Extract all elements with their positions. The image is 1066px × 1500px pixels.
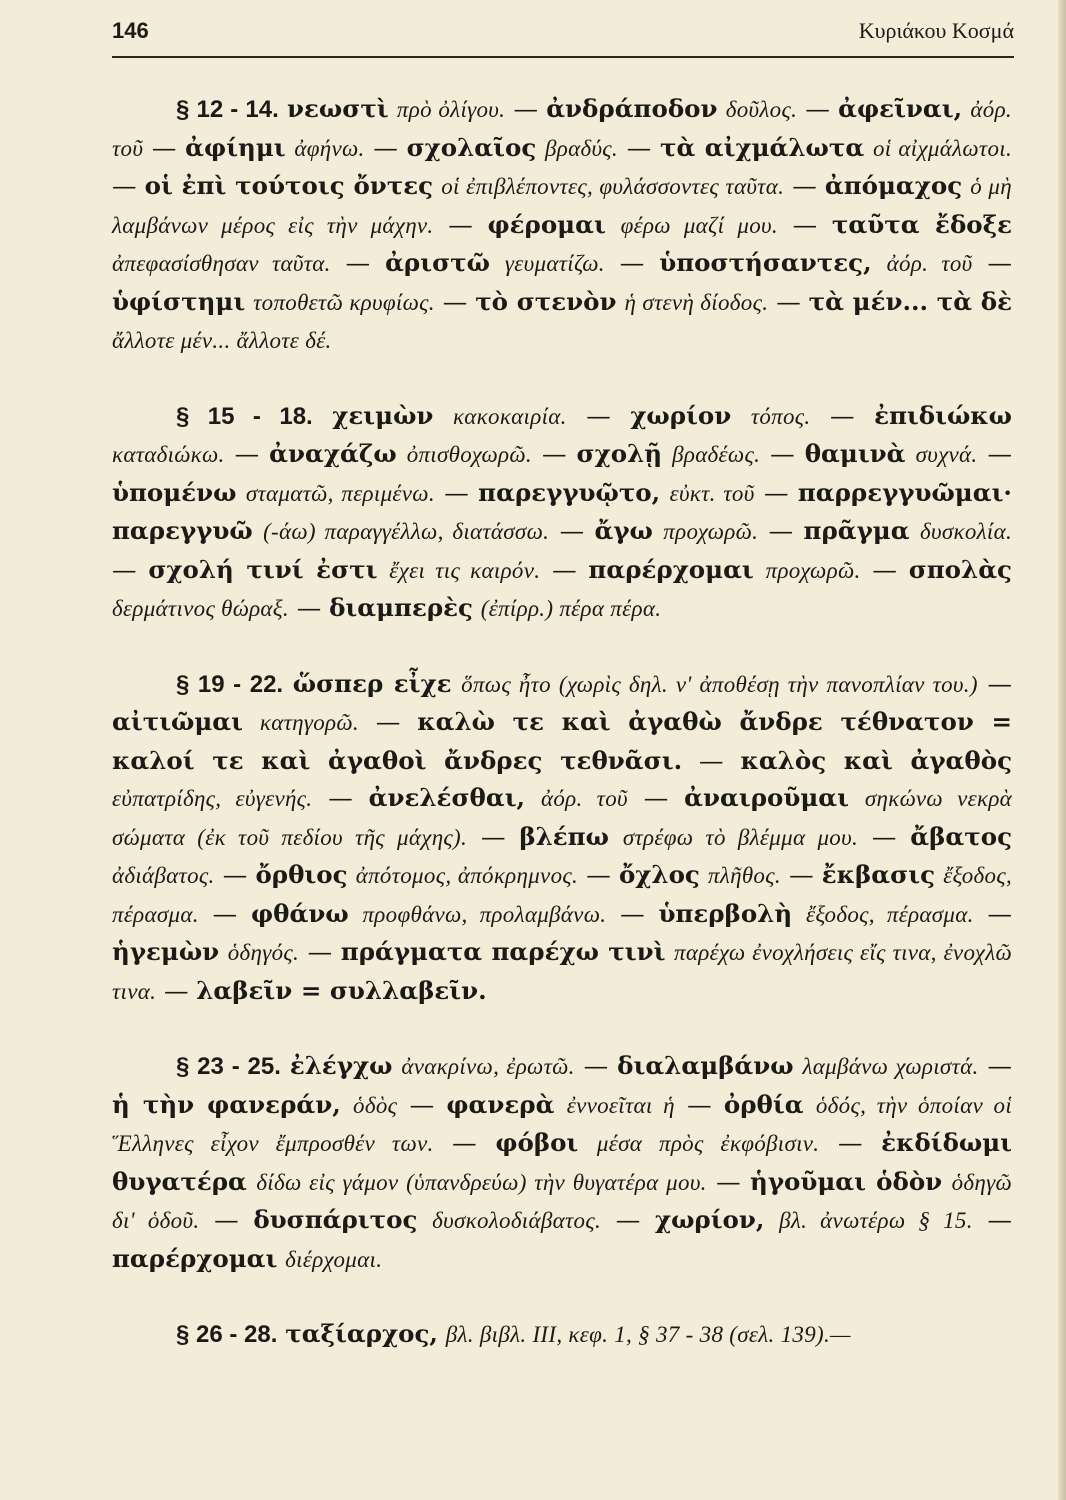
glossary-paragraph: § 23 - 25. ἐλέγχω ἀνακρίνω, ἐρωτῶ. — διαλαμβάνω λαμβάνω χωριστά. — ἡ τὴν φανεράν, ὁδὸς — φανερὰ ἐννοεῖται ἡ — ὀρθία ὁδός, τὴν ὁποίαν οἱ Ἕλληνες εἶχον ἔμπροσθέν των. — φόβοι μέσα πρὸς ἐκφόβισιν. — ἐκδίδωμι θυγατέρα δίδω εἰς γάμον (ὑπανδρεύω) τὴν θυγατέρα μου. — ἡγοῦμαι ὁδὸν ὁδηγῶ δι' ὁδοῦ. — δυσπάριτος δυσκολοδιάβατος. — χωρίον, βλ. ἀνωτέρω § 15. — παρέρχομαι διέρχομαι. (112, 1051, 1013, 1273)
gloss-term: ἀναχάζω (269, 439, 397, 468)
section-label: § 23 - 25. (176, 1053, 281, 1080)
gloss-term: παρρεγγυῶμαι· παρεγγυῶ (112, 477, 1012, 545)
gloss-term: ταῦτα ἔδοξε (831, 209, 1013, 239)
gloss-term: ἀφίημι (185, 132, 286, 162)
gloss-term: φόβοι (495, 1128, 579, 1157)
gloss-definition: εὐκτ. τοῦ (669, 480, 755, 506)
section-label: § 26 - 28. (176, 1321, 278, 1348)
gloss-definition: παρέχω ἐνοχλήσεις εἴς τινα, ἐνοχλῶ τινα. (112, 940, 1013, 1004)
gloss-term: ἀνελέσθαι, (368, 783, 526, 812)
gloss-definition: λαμβάνω χωριστά. (802, 1054, 979, 1079)
gloss-term: ὑφίστημι (112, 286, 246, 316)
gloss-definition: δυσκολία. (919, 519, 1012, 544)
section-label: § 19 - 22. (176, 670, 284, 698)
gloss-definition: ὁδὸς (353, 1092, 398, 1118)
gloss-term: δυσπάριτος (253, 1205, 418, 1234)
gloss-term: ταξίαρχος, (285, 1319, 438, 1348)
gloss-term: διαλαμβάνω (617, 1051, 794, 1080)
gloss-definition: συχνά. (915, 442, 978, 467)
gloss-definition: ἔξοδος, πέρασμα. (112, 863, 1013, 927)
gloss-term: παρέρχομαι (112, 1243, 278, 1273)
gloss-definition: ἀόρ. τοῦ (886, 251, 973, 276)
gloss-definition: δοῦλος. (725, 97, 798, 122)
gloss-term: τὰ μέν... τὰ δὲ (808, 286, 1013, 316)
glossary-paragraph: § 12 - 14. νεωστὶ πρὸ ὀλίγου. — ἀνδράποδον δοῦλος. — ἀφεῖναι, ἀόρ. τοῦ — ἀφίημι ἀφήνω. — σχολαῖος βραδύς. — τὰ αἰχμάλωτα οἱ αἰχμάλωτοι. — οἱ ἐπὶ τούτοις ὄντες οἱ ἐπιβλέποντες, φυλάσσοντες ταῦτα. — ἀπόμαχος ὁ μὴ λαμβάνων μέρος εἰς τὴν μάχην. — φέρομαι φέρω μαζί μου. — ταῦτα ἔδοξε ἀπεφασίσθησαν ταῦτα. — ἀριστῶ γευματίζω. — ὑποστήσαντες, ἀόρ. τοῦ — ὑφίστημι τοποθετῶ κρυφίως. — τὸ στενὸν ἡ στενὴ δίοδος. — τὰ μέν... τὰ δὲ ἄλλοτε μέν... ἄλλοτε δέ. (112, 94, 1013, 353)
gloss-definition: διέρχομαι. (285, 1246, 383, 1272)
section-label: § 12 - 14. (176, 96, 279, 123)
gloss-term: χωρίον, (654, 1205, 765, 1234)
gloss-term: ὥσπερ εἶχε (292, 668, 452, 698)
gloss-term: ἄβατος (910, 821, 1013, 851)
gloss-definition: ἀόρ. τοῦ (540, 786, 628, 811)
gloss-definition: ἔχει τις καιρόν. (389, 557, 541, 583)
gloss-term: καλὼ τε καὶ ἀγαθὼ ἄνδρε τέθνατον = καλοί τε καὶ ἀγαθοὶ ἄνδρες τεθνᾶσι. (112, 707, 1012, 775)
gloss-term: καλὸς καὶ ἀγαθὸς (740, 745, 1012, 775)
gloss-definition: στρέφω τὸ βλέμμα μου. (622, 824, 859, 850)
gloss-definition: προφθάνω, προλαμβάνω. (362, 901, 607, 927)
glossary-paragraph: § 19 - 22. ὥσπερ εἶχε ὅπως ἦτο (χωρὶς δηλ. ν' ἀποθέσῃ τὴν πανοπλίαν του.) — αἰτιῶμαι κατηγορῶ. — καλὼ τε καὶ ἀγαθὼ ἄνδρε τέθνατον = καλοί τε καὶ ἀγαθοὶ ἄνδρες τεθνᾶσι. — καλὸς καὶ ἀγαθὸς εὐπατρίδης, εὐγενής. — ἀνελέσθαι, ἀόρ. τοῦ — ἀναιροῦμαι σηκώνω νεκρὰ σώματα (ἐκ τοῦ πεδίου τῆς μάχης). — βλέπω στρέφω τὸ βλέμμα μου. — ἄβατος ἀδιάβατος. — ὄρθιος ἀπότομος, ἀπόκρημνος. — ὄχλος πλῆθος. — ἔκβασις ἔξοδος, πέρασμα. — φθάνω προφθάνω, προλαμβάνω. — ὑπερβολὴ ἔξοδος, πέρασμα. — ἡγεμὼν ὁδηγός. — πράγματα παρέχω τινὶ παρέχω ἐνοχλήσεις εἴς τινα, ἐνοχλῶ τινα. — λαβεῖν = συλλαβεῖν. (112, 668, 1013, 1005)
glossary-paragraph: § 15 - 18. χειμὼν κακοκαιρία. — χωρίον τόπος. — ἐπιδιώκω καταδιώκω. — ἀναχάζω ὀπισθοχωρῶ. — σχολῇ βραδέως. — θαμινὰ συχνά. — ὑπομένω σταματῶ, περιμένω. — παρεγγυῷτο, εὐκτ. τοῦ — παρρεγγυῶμαι· παρεγγυῶ (-άω) παραγγέλλω, διατάσσω. — ἄγω προχωρῶ. — πρᾶγμα δυσκολία. — σχολή τινί ἐστι ἔχει τις καιρόν. — παρέρχομαι προχωρῶ. — σπολὰς δερμάτινος θώραξ. — διαμπερὲς (ἐπίρρ.) πέρα πέρα. (112, 400, 1012, 622)
gloss-term: παρέρχομαι (588, 554, 754, 584)
gloss-definition: ὀπισθοχωρῶ. (406, 442, 532, 467)
gloss-term: οἱ ἐπὶ τούτοις ὄντες (144, 171, 434, 200)
gloss-term: ὄχλος (618, 860, 700, 889)
gloss-term: ἐπιδιώκω (874, 400, 1012, 430)
gloss-definition: ἀδιάβατος. (112, 863, 215, 888)
gloss-definition: δυσκολοδιάβατος. (432, 1208, 602, 1233)
gloss-definition: βραδέως. (672, 442, 761, 467)
gloss-term: αἰτιῶμαι (112, 707, 244, 736)
gloss-term: ἔκβασις (821, 860, 935, 889)
gloss-term: χειμὼν (332, 400, 434, 430)
gloss-definition: μέσα πρὸς ἐκφόβισιν. (596, 1131, 820, 1156)
gloss-definition: ἀνακρίνω, ἐρωτῶ. (401, 1054, 575, 1079)
running-title: Κυριάκου Κοσμά (858, 18, 1014, 43)
gloss-definition: (ἐπίρρ.) πέρα πέρα. (480, 596, 662, 621)
gloss-definition: οἱ αἰχμάλωτοι. (872, 135, 1013, 161)
gloss-term: ὑποστήσαντες, (659, 248, 872, 277)
header-rule (112, 56, 1014, 58)
running-head (112, 18, 1014, 44)
gloss-definition: σταματῶ, περιμένω. (245, 480, 435, 506)
gloss-term: ἡγοῦμαι ὁδὸν (750, 1166, 943, 1196)
gloss-definition: ἀόρ. τοῦ (112, 97, 1012, 161)
gloss-term: ἀνδράποδον (546, 94, 718, 123)
gloss-term: νεωστὶ (287, 94, 389, 123)
gloss-definition: βλ. ἀνωτέρω § 15. (779, 1208, 973, 1233)
gloss-definition: προχωρῶ. (663, 519, 759, 544)
gloss-definition: ὁδός, τὴν ὁποίαν οἱ Ἕλληνες εἶχον ἔμπροσθέν των. (112, 1092, 1013, 1156)
gloss-term: σχολαῖος (406, 132, 537, 162)
gloss-term: ὀρθία (723, 1089, 804, 1119)
gloss-definition: ἡ στενὴ δίοδος. (624, 289, 769, 315)
glossary-paragraph (112, 1315, 1012, 1354)
gloss-term: τὰ αἰχμάλωτα (659, 132, 865, 162)
gloss-term: πράγματα παρέχω τινὶ (340, 937, 666, 966)
gloss-definition: φέρω μαζί μου. (620, 212, 778, 238)
gloss-definition: πρὸ ὀλίγου. (396, 97, 506, 122)
gloss-term: ἐκδίδωμι θυγατέρα (112, 1128, 1013, 1196)
gloss-definition: (-άω) παραγγέλλω, διατάσσω. (263, 519, 550, 544)
gloss-definition: τοποθετῶ κρυφίως. (253, 289, 435, 315)
gloss-term: βλέπω (519, 821, 609, 851)
gloss-term: σχολῇ (576, 439, 663, 468)
gloss-definition: προχωρῶ. (765, 557, 861, 583)
gloss-term: ὑπερβολὴ (658, 898, 793, 928)
page-edge (1058, 0, 1066, 1500)
gloss-definition: ἀπεφασίσθησαν ταῦτα. (112, 251, 331, 276)
gloss-term: ἀναιροῦμαι (684, 783, 849, 812)
gloss-term: πρᾶγμα (803, 516, 910, 545)
gloss-term: φθάνω (250, 898, 349, 928)
gloss-definition: βραδύς. (544, 135, 618, 161)
gloss-definition: οἱ ἐπιβλέποντες, φυλάσσοντες ταῦτα. (441, 174, 785, 199)
glossary-body (112, 90, 1012, 1391)
page-number: 146 (112, 18, 149, 43)
gloss-definition: γευματίζω. (504, 251, 605, 276)
gloss-definition: βλ. βιβλ. III, κεφ. 1, § 37 - 38 (σελ. 139).— (445, 1322, 851, 1347)
gloss-term: ὑπομένω (112, 477, 237, 507)
gloss-definition: ἔξοδος, πέρασμα. (806, 901, 974, 927)
gloss-term: ἀφεῖναι, (838, 94, 963, 123)
gloss-definition: πλῆθος. (708, 863, 781, 888)
gloss-term: ἡ τὴν φανεράν, (112, 1089, 341, 1119)
gloss-term: ἡγεμὼν (112, 937, 220, 966)
gloss-term: χωρίον (630, 400, 732, 430)
gloss-definition: εὐπατρίδης, εὐγενής. (112, 786, 313, 811)
gloss-term: ὄρθιος (255, 860, 348, 889)
gloss-definition: ὁ μὴ λαμβάνων μέρος εἰς τὴν μάχην. (112, 174, 1012, 238)
gloss-definition: ὁδηγός. (227, 940, 300, 965)
section-label: § 15 - 18. (176, 402, 313, 430)
gloss-definition: ὁδηγῶ δι' ὁδοῦ. (112, 1169, 1012, 1233)
gloss-definition: ὅπως ἦτο (χωρὶς δηλ. ν' ἀποθέσῃ τὴν πανοπλίαν του.) (461, 671, 978, 697)
gloss-term: φέρομαι (487, 209, 606, 239)
gloss-term: σχολή τινί ἐστι (148, 554, 378, 584)
gloss-term: παρεγγυῷτο, (478, 477, 661, 507)
gloss-term: διαμπερὲς (329, 593, 473, 622)
gloss-definition: τόπος. (750, 403, 811, 429)
gloss-term: ἐλέγχω (289, 1051, 393, 1080)
gloss-definition: κακοκαιρία. (452, 403, 567, 429)
gloss-definition: ἀφήνω. (294, 135, 365, 161)
gloss-term: ἀριστῶ (385, 248, 490, 277)
gloss-term: φανερὰ (446, 1089, 555, 1119)
gloss-term: ἄγω (594, 516, 653, 545)
gloss-definition: ἐννοεῖται ἡ (566, 1092, 675, 1118)
gloss-definition: κατηγορῶ. (259, 710, 359, 735)
gloss-term: τὸ στενὸν (475, 286, 617, 316)
gloss-definition: δίδω εἰς γάμον (ὑπανδρεύω) τὴν θυγατέρα μου. (256, 1169, 707, 1195)
gloss-term: σπολὰς (908, 554, 1012, 584)
gloss-definition: καταδιώκω. (112, 442, 225, 467)
gloss-definition: ἀπότομος, ἀπόκρημνος. (355, 863, 579, 888)
gloss-definition: σηκώνω νεκρὰ σώματα (ἐκ τοῦ πεδίου τῆς μάχης). (112, 786, 1013, 850)
gloss-term: ἀπόμαχος (824, 171, 963, 200)
gloss-definition: ἄλλοτε μέν... ἄλλοτε δέ. (112, 328, 332, 353)
gloss-definition: δερμάτινος θώραξ. (112, 596, 289, 621)
gloss-term: λαβεῖν = συλλαβεῖν. (196, 975, 487, 1005)
gloss-term: θαμινὰ (804, 439, 906, 468)
